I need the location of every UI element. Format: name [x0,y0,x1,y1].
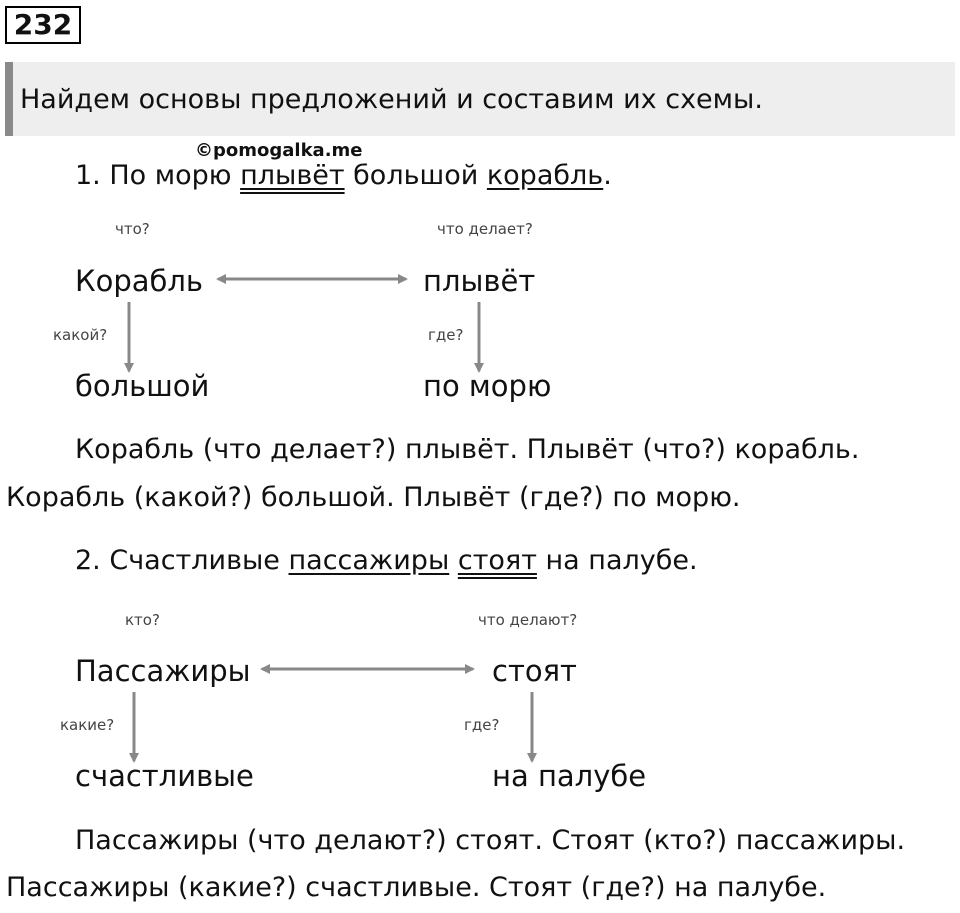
sentence-2-predicate: стоят [457,545,537,576]
sentence-1-subject: корабль [486,160,604,191]
scheme-1-predicate-question: что делает? [437,220,533,238]
scheme-1-attr-word: большой [75,369,210,403]
sentence-1-predicate: плывёт [240,160,345,191]
scheme-1-circ-question: где? [428,326,464,344]
explanation-1-line-1: Корабль (что делает?) плывёт. Плывёт (что?) корабль. [75,434,860,465]
scheme-1-predicate-word: плывёт [423,264,536,298]
scheme-2-attr-word: счастливые [75,759,254,793]
scheme-1-attr-question: какой? [53,326,108,344]
sentence-1-prefix: 1. По морю [75,160,241,191]
watermark: ©pomogalka.me [195,140,363,161]
scheme-2-subject-question: кто? [125,611,160,629]
explanation-1-line-2: Корабль (какой?) большой. Плывёт (где?) по морю. [6,482,741,513]
scheme-2-attr-question: какие? [60,716,115,734]
scheme-1-subject-word: Корабль [75,264,204,298]
explanation-2-line-1: Пассажиры (что делают?) стоят. Стоят (кто?) пассажиры. [75,825,906,856]
scheme-1-circ-word: по морю [423,369,552,403]
sentence-1-end: . [603,160,612,191]
scheme-1-subject-question: что? [115,220,150,238]
scheme-2-circ-question: где? [464,716,500,734]
scheme-2-predicate-word: стоят [492,654,577,688]
scheme-2-subject-word: Пассажиры [75,654,251,688]
sentence-2-end: на палубе. [536,545,698,576]
scheme-2-predicate-question: что делают? [478,611,578,629]
task-text: Найдем основы предложений и составим их схемы. [20,84,763,115]
exercise-number: 232 [5,6,81,44]
scheme-2-circ-word: на палубе [492,759,647,793]
explanation-2-line-2: Пассажиры (какие?) счастливые. Стоят (где?) на палубе. [6,872,827,903]
sentence-2-subject: пассажиры [288,545,450,576]
sentence-1-middle: большой [344,160,487,191]
sentence-2-prefix: 2. Счастливые [75,545,289,576]
